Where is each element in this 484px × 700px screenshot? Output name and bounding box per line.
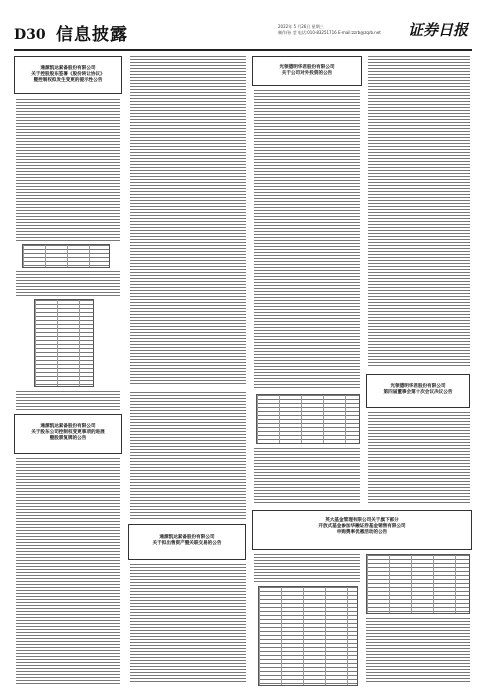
a2-body-text [16,458,120,684]
b1-body-text-2 [254,448,360,504]
article-a2-box [14,414,122,454]
b1-table [256,394,360,444]
a3-subtitle: 关于拟出售资产暨关联交易的公告 [152,541,222,546]
a3-title: 通源凯达紧备股份有限公司 [159,535,215,540]
b3-subtitle2: 申购费率优惠活动的公告 [336,530,388,535]
a1-body-text [16,99,120,243]
b3-subtitle: 开放式基金参加华融证券基金销售有限公司 [318,524,406,529]
date-line: 2022年 5 月26日 星期三 [278,24,324,29]
mid-left-col [128,54,248,686]
a1-table-2 [34,299,94,387]
b1-body-text [254,90,360,390]
a2-body-text-cont [130,56,246,386]
header-rule [14,49,472,51]
a1-subtitle: 关于控股股东签署《股份转让协议》 [31,72,105,77]
a1-title: 通源凯达紧备股份有限公司 [40,66,96,71]
editor-line: 制作/孙 莹 电话:010-83251716 E-mail:zzrb@zqrb.net [278,30,381,35]
a1-body-text-2 [16,271,120,297]
a2-subtitle2: 暨股票复牌的公告 [49,436,87,441]
a2-subtitle: 关于股东公司控制权变更事项的进展 [31,430,105,435]
page-header [14,18,472,50]
a2-title: 通源凯达紧备股份有限公司 [40,424,96,429]
brand-logo: 证券日报 [407,21,468,39]
a1-subtitle2: 暨控制权拟发生变更的提示性公告 [33,78,103,83]
a2-body-text-end [130,392,246,520]
b3-body-text [254,554,360,584]
page-body [14,54,472,686]
article-a3-box [128,524,246,560]
article-b2-box [366,374,470,408]
page-num: 30 [26,27,46,43]
a3-body-text [130,564,246,684]
b3-table-2 [366,554,470,614]
b3-title: 英大基金管理有限公司关于旗下部分 [325,518,399,523]
article-b3-box [252,510,472,550]
a1-body-text-3 [16,391,120,411]
page-letter: D [14,27,27,43]
article-a1-box [14,56,122,94]
b2-subtitle: 第四届董事会第十次会议决议公告 [383,390,453,395]
b1-subtitle: 关于公司对外投资的公告 [281,71,333,76]
b1-body-text-cont [368,56,470,368]
section-title: 信息披露 [56,25,128,45]
b1-title: 光领德明华君股份有限公司 [279,65,335,70]
b3-table-1 [258,586,358,686]
b2-body-text [368,412,470,504]
article-b1-box [252,56,362,86]
left-col [14,54,124,686]
b3-body-text-2 [366,618,470,684]
a1-table-1 [22,244,110,268]
page-number [14,18,46,48]
b2-title: 光领德明华君股份有限公司 [390,384,446,389]
